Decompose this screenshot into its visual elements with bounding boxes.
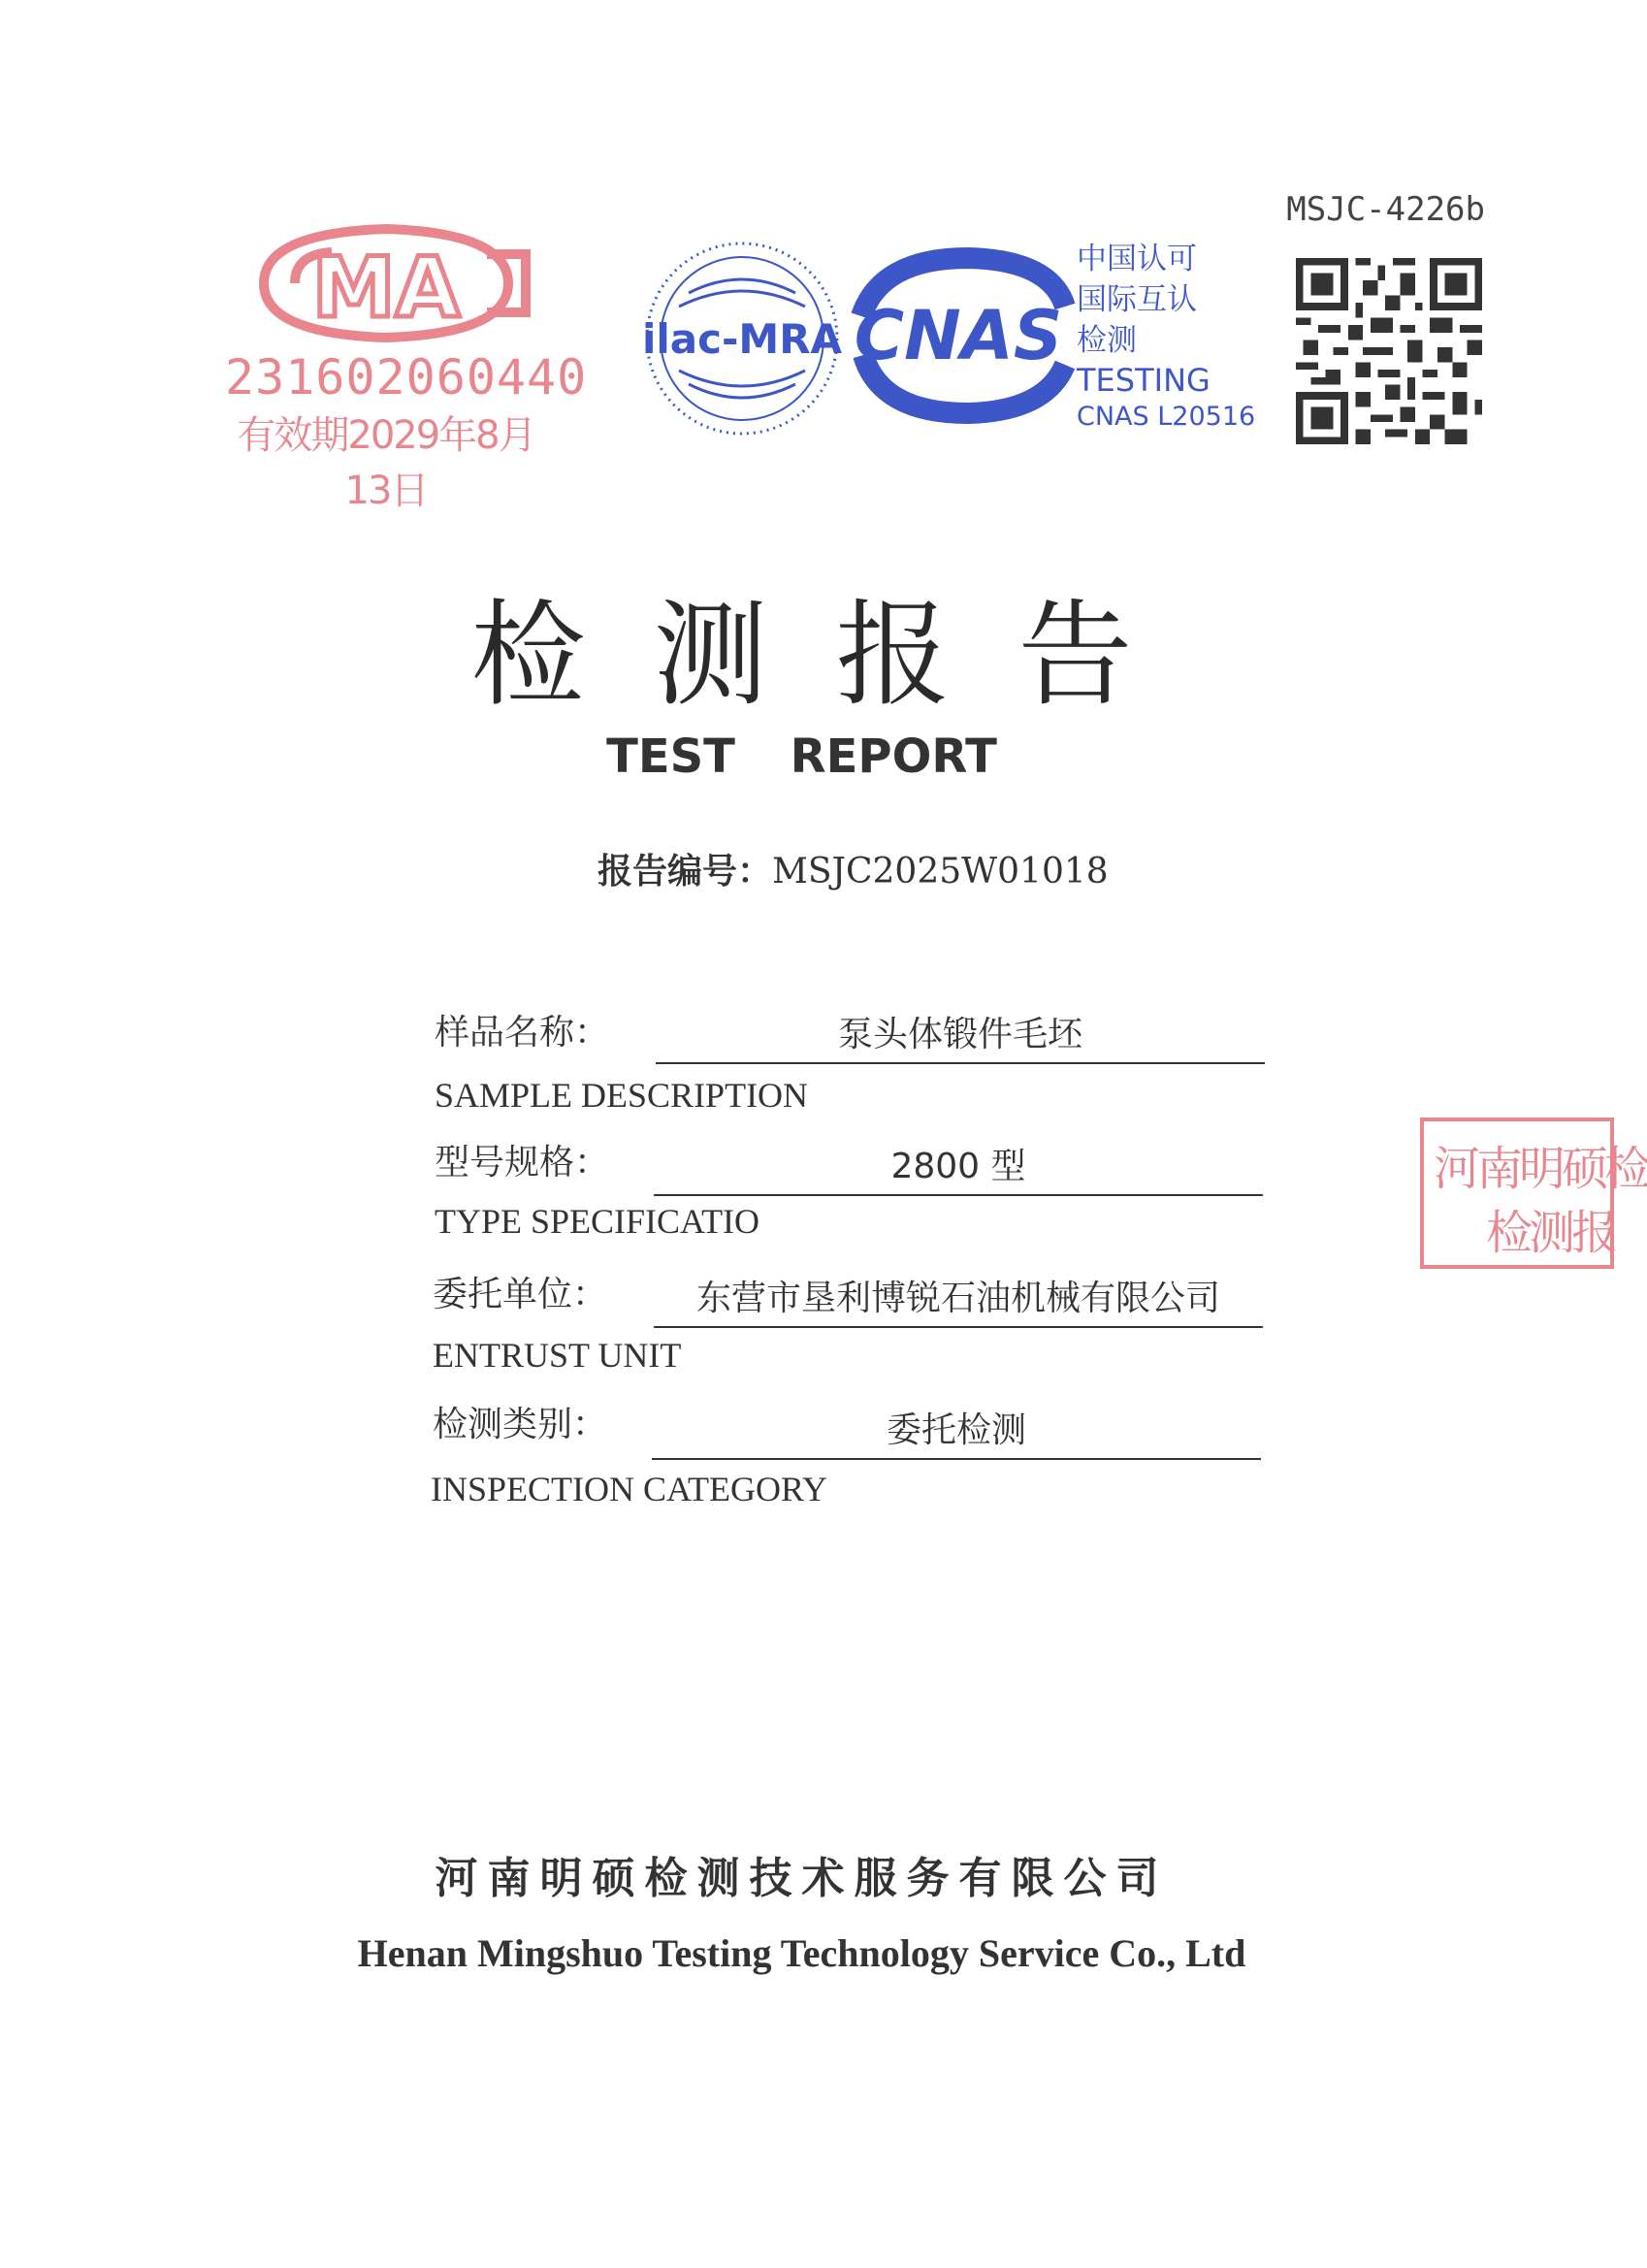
svg-text:MA: MA (311, 240, 461, 337)
report-number-value: MSJC2025W01018 (772, 852, 1109, 891)
type-spec-value: 2800 型 (654, 1139, 1263, 1196)
cma-mark-icon (225, 215, 547, 351)
company-name-en: Henan Mingshuo Testing Technology Service Co., Ltd (357, 1931, 1246, 1975)
cma-validity: 有效期2029年8月13日 (237, 413, 535, 513)
report-title-en: TEST REPORT (606, 729, 997, 784)
ilac-mra-logo-icon (640, 237, 844, 440)
cnas-logo-icon (842, 248, 1075, 423)
cma-number: 231602060440 (225, 349, 588, 405)
cnas-caption (1077, 239, 1255, 435)
cnas-caption-line2: 国际互认 (1077, 282, 1197, 317)
stamp-line2: 检测报 (1486, 1206, 1615, 1260)
cma-seal (225, 215, 588, 513)
sample-name-label-en: SAMPLE DESCRIPTION (435, 1076, 809, 1115)
type-spec-label-cn: 型号规格： (435, 1143, 610, 1183)
sample-name-label-cn: 样品名称： (435, 1013, 610, 1053)
svg-text:CNAS: CNAS (854, 296, 1063, 375)
cnas-caption-line4: TESTING (1077, 362, 1211, 399)
company-stamp (1420, 1118, 1647, 1269)
company-name-cn: 河南明硕检测技术服务有限公司 (435, 1854, 1169, 1903)
sample-name-value: 泵头体锻件毛坯 (656, 1007, 1265, 1064)
cnas-caption-line3: 检测 (1077, 323, 1137, 358)
stamp-line1: 河南明硕检 (1434, 1142, 1647, 1196)
report-title-cn: 检测报告 (470, 588, 1201, 722)
report-number (597, 844, 1109, 893)
entrust-unit-label-en: ENTRUST UNIT (433, 1336, 682, 1375)
cnas-caption-line1: 中国认可 (1077, 242, 1197, 276)
entrust-unit-value: 东营市垦利博锐石油机械有限公司 (654, 1271, 1263, 1328)
form-code: MSJC-4226b (1286, 190, 1485, 229)
inspection-category-value: 委托检测 (652, 1403, 1261, 1460)
qr-code-icon (1296, 258, 1482, 444)
type-spec-label-en: TYPE SPECIFICATIO (435, 1202, 760, 1241)
cnas-caption-line5: CNAS L20516 (1077, 402, 1256, 432)
inspection-category-label-en: INSPECTION CATEGORY (431, 1470, 828, 1508)
inspection-category-label-cn: 检测类别： (433, 1405, 608, 1444)
svg-text:ilac-MRA: ilac-MRA (641, 315, 843, 363)
entrust-unit-label-cn: 委托单位： (433, 1275, 608, 1314)
report-number-label: 报告编号： (597, 852, 773, 891)
